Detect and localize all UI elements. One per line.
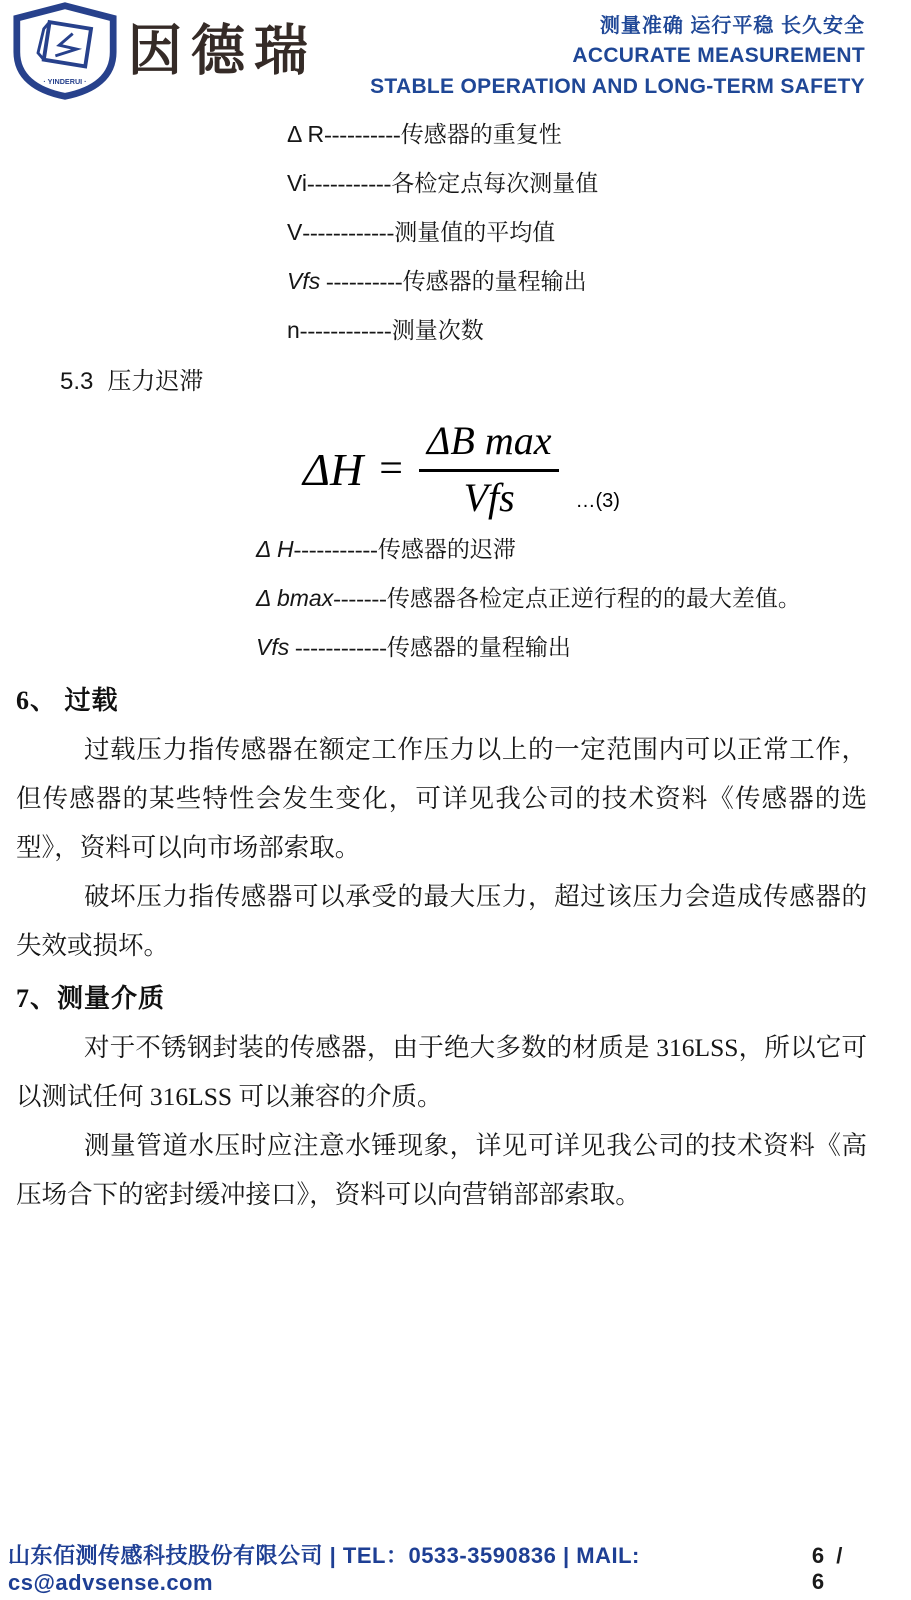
section-title: 压力迟滞 [107, 369, 204, 395]
footer-company-contact [8, 1539, 812, 1596]
definition-symbol: Vi [287, 170, 308, 196]
section-7-paragraph-2: 测量管道水压时应注意水锤现象，详见可详见我公司的技术资料《高压场合下的密封缓冲接口》，资料可以向营销部部索取。 [16, 1131, 867, 1209]
definition-text: ----------传感器的量程输出 [320, 269, 587, 294]
formula-lhs: ΔH [303, 443, 364, 495]
hysteresis-definitions [256, 525, 911, 672]
repeatability-definitions [287, 110, 911, 355]
logo-shield-icon [12, 2, 118, 100]
formula-fraction [419, 417, 560, 521]
slogan-english-1: ACCURATE MEASUREMENT [572, 44, 865, 67]
definition-text: ----------传感器的重复性 [324, 122, 562, 147]
footer-contact: | TEL：0533-3590836 | MAIL: cs@advsense.com [8, 1543, 640, 1595]
definition-symbol: Δ H [256, 536, 294, 562]
definition-symbol: Δ R [287, 121, 325, 147]
section-7-heading: 7、测量介质 [16, 984, 166, 1013]
definition-line [287, 159, 911, 208]
slogan-english-2: STABLE OPERATION AND LONG-TERM SAFETY [370, 75, 865, 98]
definition-text: ------------传感器的量程输出 [289, 635, 571, 660]
footer-company: 山东佰测传感科技股份有限公司 [8, 1543, 324, 1568]
section-6-paragraph-1: 过载压力指传感器在额定工作压力以上的一定范围内可以正常工作，但传感器的某些特性会发生变化，可详见我公司的技术资料《传感器的选型》，资料可以向市场部索取。 [16, 735, 867, 862]
section-number: 5.3 [60, 368, 94, 395]
section-6-paragraph-2: 破坏压力指传感器可以承受的最大压力，超过该压力会造成传感器的失效或损坏。 [16, 882, 867, 960]
slogan-chinese: 测量准确 运行平稳 长久安全 [599, 15, 865, 37]
definition-text: ------------测量次数 [299, 318, 484, 343]
page-header [0, 0, 911, 108]
section-5-3-heading [60, 359, 911, 405]
definition-symbol: n [287, 317, 300, 343]
definition-symbol: Vfs [287, 268, 321, 294]
definition-text: ------------测量值的平均值 [302, 220, 556, 245]
definition-symbol: Vfs [256, 634, 290, 660]
definition-line [287, 208, 911, 257]
section-7-paragraph-1: 对于不锈钢封装的传感器，由于绝大多数的材质是 316LSS，所以它可以测试任何 316LSS 可以兼容的介质。 [16, 1033, 867, 1111]
definition-symbol: Δ bmax [256, 585, 334, 611]
formula-numerator: ΔB max [419, 417, 560, 472]
company-logo [12, 2, 317, 100]
definition-line [287, 110, 911, 159]
definition-symbol: V [287, 219, 303, 245]
definition-line [287, 306, 911, 355]
definition-text: -------传感器各检定点正逆行程的的最大差值。 [333, 586, 801, 611]
formula-denominator: Vfs [463, 475, 515, 520]
definition-line [287, 257, 911, 306]
page-number: 6 / 6 [811, 1543, 846, 1594]
formula-number: …(3) [575, 490, 620, 512]
definition-line [256, 574, 911, 623]
definition-line [256, 525, 911, 574]
hysteresis-formula [303, 413, 911, 525]
logo-small-text: · YINDERUI · [43, 76, 87, 86]
formula-equals: = [379, 446, 403, 492]
brand-name: 因德瑞 [128, 20, 317, 82]
header-slogans [370, 12, 865, 102]
definition-text: -----------传感器的迟滞 [293, 537, 516, 562]
page-footer [0, 1539, 911, 1596]
section-6-heading: 6、 过载 [16, 686, 119, 715]
definition-line [256, 623, 911, 672]
definition-text: -----------各检定点每次测量值 [307, 171, 599, 196]
